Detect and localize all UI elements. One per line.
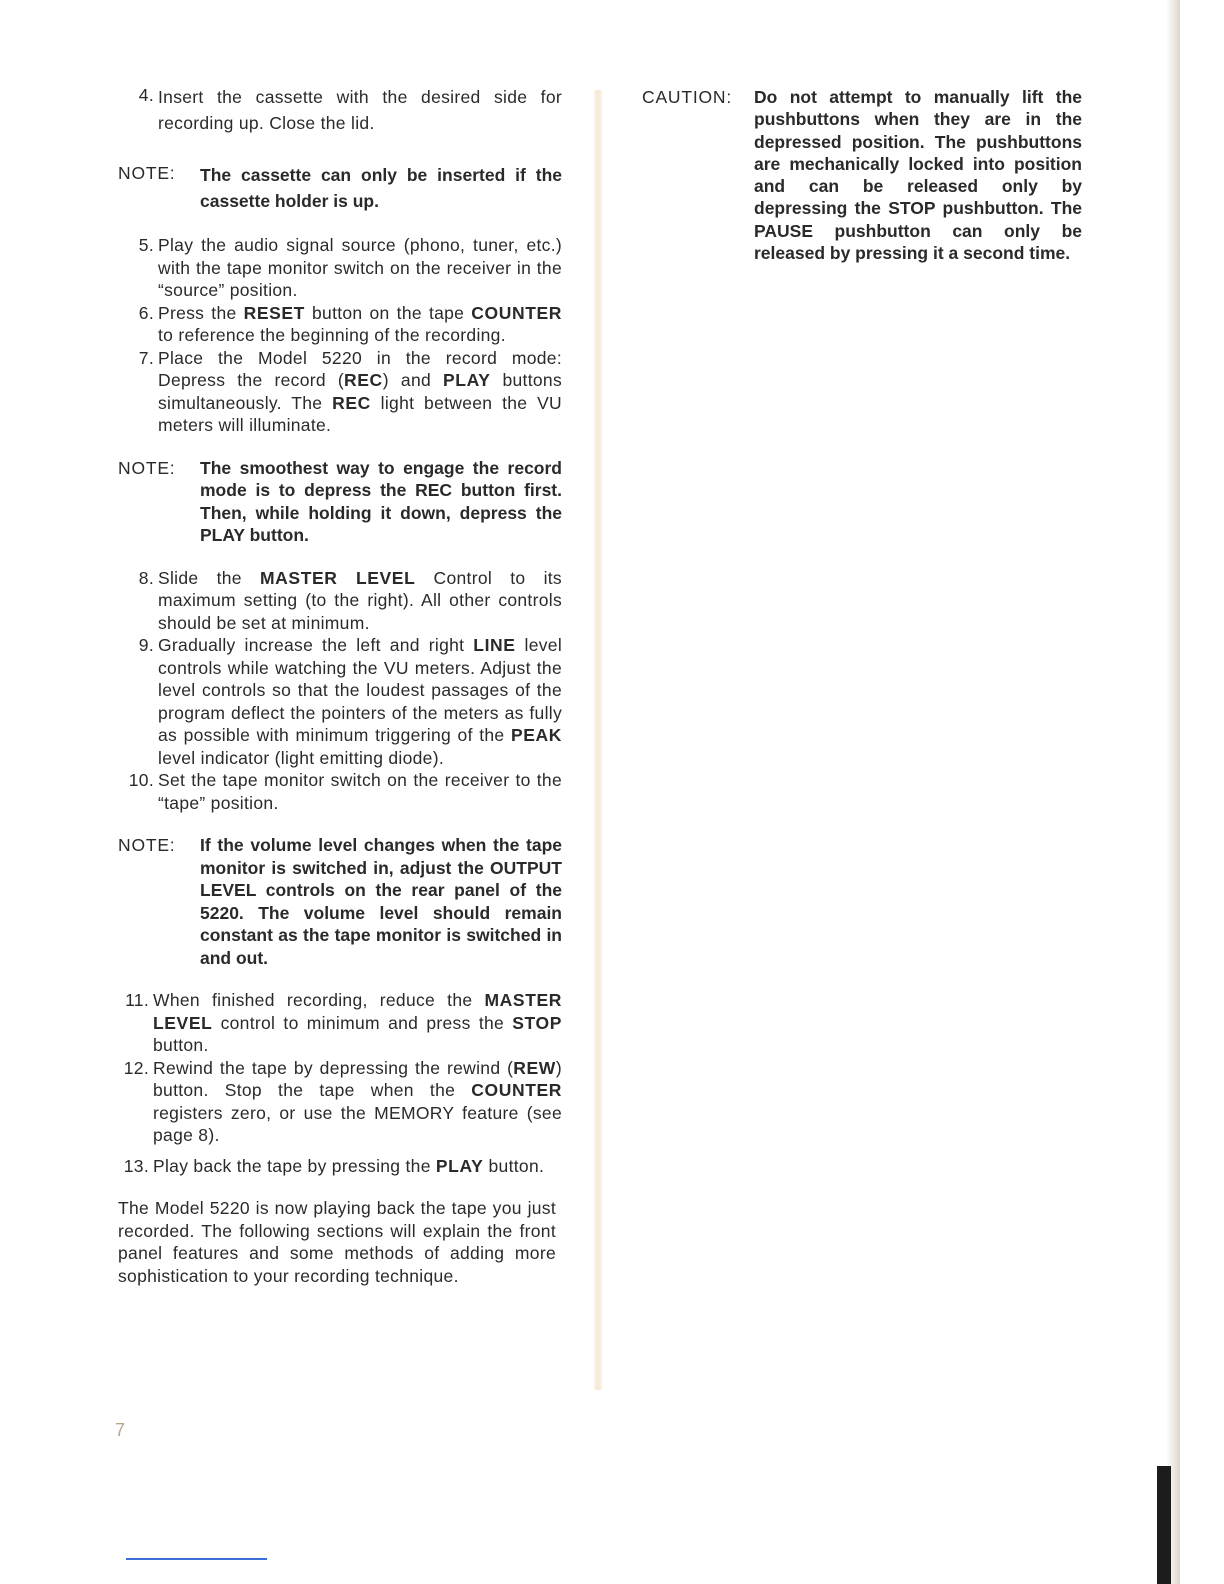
step-text: When finished recording, reduce the MASTER LEVEL control to minimum and press the STOP button. bbox=[153, 990, 562, 1055]
step-number: 9. bbox=[138, 635, 154, 655]
step-text: Play back the tape by pressing the PLAY button. bbox=[153, 1155, 545, 1176]
counter-term: COUNTER bbox=[471, 302, 562, 323]
step-text: Slide the MASTER LEVEL Control to its maximum setting (to the right). All other controls should be set at minimum. bbox=[158, 567, 562, 633]
caution-block bbox=[642, 86, 1082, 264]
page-edge-dark-strip bbox=[1157, 1466, 1171, 1584]
rew-term: REW bbox=[513, 1057, 556, 1078]
step-4 bbox=[118, 84, 562, 136]
left-column bbox=[118, 84, 562, 1287]
page-edge-shadow bbox=[1166, 0, 1180, 1584]
step-number: 12. bbox=[123, 1057, 149, 1078]
step-12 bbox=[118, 1057, 562, 1147]
caution-text: Do not attempt to manually lift the pushbuttons when they are in the depressed position. The pushbuttons are mechanically locked into position and can be released only by depressing the STOP pushbutton. The PAUSE pushbutton can only be released by pressing it a second time. bbox=[754, 87, 1082, 264]
rec-term: REC bbox=[332, 392, 371, 413]
closing-paragraph: The Model 5220 is now playing back the tape you just recorded. The following sections will explain the front panel features and some methods of adding more sophistication to your recording technique. bbox=[118, 1198, 556, 1286]
note-volume-level bbox=[118, 834, 562, 969]
step-13 bbox=[118, 1155, 562, 1178]
play-term: PLAY bbox=[435, 1155, 484, 1176]
master-level-term: MASTER LEVEL bbox=[153, 990, 562, 1033]
column-gutter-shading bbox=[594, 90, 602, 1390]
note-smoothest-way bbox=[118, 457, 562, 547]
master-level-term: MASTER LEVEL bbox=[260, 567, 416, 588]
step-number: 13. bbox=[123, 1155, 149, 1176]
play-term: PLAY bbox=[443, 370, 491, 390]
footer-rule bbox=[126, 1558, 267, 1560]
step-number: 8. bbox=[138, 567, 154, 588]
step-number: 4. bbox=[138, 85, 154, 105]
stop-term: STOP bbox=[512, 1012, 562, 1033]
note-label: NOTE: bbox=[118, 163, 176, 183]
step-text: Play the audio signal source (phono, tuner, etc.) with the tape monitor switch on the receiver in the “source” position. bbox=[158, 235, 562, 300]
note-label: NOTE: bbox=[118, 457, 176, 478]
step-11 bbox=[118, 989, 562, 1057]
step-text: Gradually increase the left and right LINE level controls while watching the VU meters. Adjust the level controls so that the loudest passages of the program deflect the pointers of the meters as fully as possible with minimum triggering of the PEAK level indicator (light emitting diode). bbox=[158, 635, 563, 768]
step-6 bbox=[118, 302, 562, 347]
page-number: 7 bbox=[115, 1420, 126, 1440]
note-text: The cassette can only be inserted if the cassette holder is up. bbox=[200, 165, 562, 211]
step-7 bbox=[118, 347, 562, 437]
step-number: 6. bbox=[138, 302, 154, 323]
note-label: NOTE: bbox=[118, 835, 176, 855]
reset-term: RESET bbox=[243, 302, 305, 323]
step-text: Insert the cassette with the desired side for recording up. Close the lid. bbox=[158, 87, 562, 133]
step-10 bbox=[118, 769, 562, 814]
step-number: 10. bbox=[128, 770, 154, 790]
counter-term: COUNTER bbox=[471, 1080, 562, 1100]
step-number: 7. bbox=[138, 347, 154, 368]
step-text: Press the RESET button on the tape COUNTER to reference the beginning of the recording. bbox=[158, 302, 562, 345]
line-term: LINE bbox=[473, 635, 516, 655]
note-text: The smoothest way to engage the record mode is to depress the REC button first. Then, while holding it down, depress the PLAY button. bbox=[200, 457, 562, 545]
step-number: 5. bbox=[138, 235, 154, 255]
peak-term: PEAK bbox=[510, 725, 562, 745]
rec-term: REC bbox=[344, 370, 383, 390]
note-text: If the volume level changes when the tape monitor is switched in, adjust the OUTPUT LEVEL controls on the rear panel of the 5220. The volume level should remain constant as the tape monitor is switched in and out. bbox=[200, 835, 562, 968]
step-9 bbox=[118, 634, 562, 769]
right-column bbox=[642, 86, 1082, 264]
step-number: 11. bbox=[125, 990, 149, 1010]
caution-label: CAUTION: bbox=[642, 87, 733, 107]
step-5 bbox=[118, 234, 562, 302]
step-text: Place the Model 5220 in the record mode: Depress the record (REC) and PLAY buttons simultaneously. The REC light between the VU meters will illuminate. bbox=[158, 347, 562, 435]
step-text: Set the tape monitor switch on the receiver to the “tape” position. bbox=[158, 770, 562, 813]
step-8 bbox=[118, 567, 562, 635]
note-cassette-holder bbox=[118, 162, 562, 214]
step-text: Rewind the tape by depressing the rewind (REW) button. Stop the tape when the COUNTER registers zero, or use the MEMORY feature (see page 8). bbox=[153, 1057, 562, 1145]
